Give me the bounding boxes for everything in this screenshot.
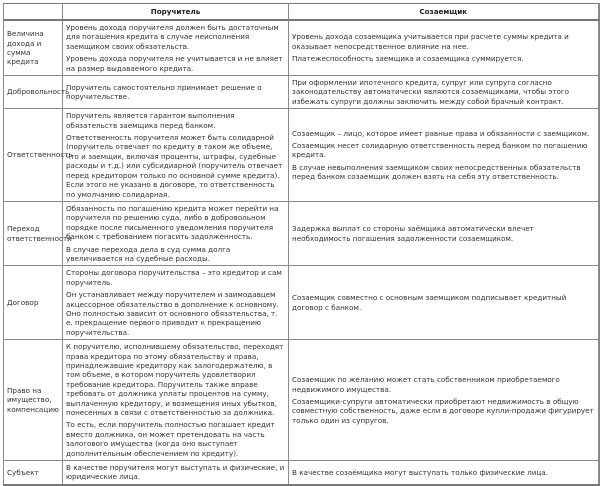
cell-paragraph: Уровень дохода поручителя должен быть достаточным для погашения кредита в случае неисполнения заемщиком своих обязательств. bbox=[66, 23, 279, 51]
cell-paragraph: Ответственность поручителя может быть солидарной (поручитель отвечает по кредиту в таком же объеме, что и заемщик, включая проценты, штрафы, судебные расходы и т.д.) или субсидиарной (поручитель отвечает перед кредитором только по основной сумме кредита). Если этого не указано в договоре, то ответственность по умолчанию солидарная. bbox=[66, 133, 283, 199]
cell-paragraph: В случае невыполнения заемщиком своих непосредственных обязательств перед банком созаемщик должен взять на себя эту ответственность. bbox=[292, 162, 581, 182]
coborrower-cell bbox=[289, 76, 599, 109]
cell-paragraph: В случае перехода дела в суд сумма долга увеличивается на судебные расходы. bbox=[66, 244, 231, 263]
cell-paragraph: Созаемщик совместно с основным заемщиком подписывает кредитный договор с банком. bbox=[292, 293, 567, 312]
table-row bbox=[4, 461, 599, 485]
coborrower-cell bbox=[289, 109, 599, 202]
coborrower-cell bbox=[289, 266, 599, 340]
row-label: Право на имущество, компенсацию bbox=[4, 340, 63, 461]
cell-paragraph: В качестве созаёмщика могут выступать только физические лица. bbox=[292, 467, 548, 477]
cell-paragraph: Платежеспособность заемщика и созаемщика суммируется. bbox=[292, 54, 524, 64]
cell-paragraph: Созаемщик – лицо, которое имеет равные права и обязанности с заемщиком. bbox=[292, 128, 590, 138]
cell-paragraph: Созаемщики-супруги автоматически приобретают недвижимость в общую совместную собственность, даже если в договоре купли-продажи фигурирует только один из супругов. bbox=[292, 396, 594, 425]
guarantor-cell bbox=[63, 201, 289, 265]
guarantor-cell bbox=[63, 266, 289, 340]
guarantor-cell bbox=[63, 461, 289, 485]
table-row bbox=[4, 340, 599, 461]
row-label: Добровольность bbox=[4, 76, 63, 109]
cell-paragraph: Поручитель является гарантом выполнения обязательств заемщика перед банком. bbox=[66, 111, 235, 130]
cell-paragraph: К поручителю, исполнившему обязательство, переходят права кредитора по этому обязательству и права, принадлежавшие кредитору как залогодержателю, в том объеме, в котором поручитель удовлетворил требование кредитора. Поручитель также вправе требовать от должника уплаты процентов на сумму, выплаченную кредитору, и возмещения иных убытков, понесенных в связи с ответственностью за должника. bbox=[66, 342, 284, 418]
cell-paragraph: Стороны договора поручительства – это кредитор и сам поручитель. bbox=[66, 268, 282, 287]
comparison-table bbox=[3, 3, 600, 486]
row-label: Величина дохода и сумма кредита bbox=[4, 20, 63, 76]
table-row bbox=[4, 201, 599, 265]
table-row bbox=[4, 20, 599, 76]
guarantor-cell bbox=[63, 76, 289, 109]
header-row bbox=[4, 4, 599, 21]
guarantor-cell bbox=[63, 340, 289, 461]
coborrower-cell bbox=[289, 461, 599, 485]
table-row bbox=[4, 109, 599, 202]
cell-paragraph: Уровень дохода поручителя не учитывается и не влияет на размер выдаваемого кредита. bbox=[66, 54, 283, 73]
header-guarantor: Поручитель bbox=[63, 4, 289, 21]
cell-paragraph: Созаемщик по желанию может стать собственником приобретаемого недвижимого имущества. bbox=[292, 375, 560, 394]
row-label: Ответственность bbox=[4, 109, 63, 202]
cell-paragraph: То есть, если поручитель полностью погашает кредит вместо должника, он может претендовать на часть залогового имущества (когда оно выступает дополнительным обеспечением по кредиту). bbox=[66, 420, 275, 458]
row-label: Договор bbox=[4, 266, 63, 340]
cell-paragraph: Он устанавливает между поручителем и заимодавцем акцессорное обязательство в дополнение к основному. Оно полностью зависит от основного обязательства, т. е. прекращение первого приводит к прекращению поручительства. bbox=[66, 290, 279, 337]
cell-paragraph: При оформлении ипотечного кредита, супруг или супруга согласно законодательству автоматически являются созаемщиками, чтобы этого избежать супруги должны заключить между собой брачный контракт. bbox=[292, 78, 570, 106]
cell-paragraph: Задержка выплат со стороны заёмщика автоматически влечет необходимость погашения задолженности созаемщиком. bbox=[292, 224, 534, 243]
coborrower-cell bbox=[289, 20, 599, 76]
cell-paragraph: Обязанность по погашению кредита может перейти на поручителя по решению суда, либо в добровольном порядке после письменного уведомления поручителя банком с требованием погасить задолженность. bbox=[66, 203, 279, 242]
header-coborrower: Созаемщик bbox=[289, 4, 599, 21]
guarantor-cell bbox=[63, 20, 289, 76]
coborrower-cell bbox=[289, 201, 599, 265]
header-criterion bbox=[4, 4, 63, 21]
cell-paragraph: Уровень дохода созаемщика учитывается при расчете суммы кредита и оказывает непосредственное влияние на нее. bbox=[292, 32, 569, 51]
guarantor-cell bbox=[63, 109, 289, 202]
cell-paragraph: В качестве поручителя могут выступать и физические, и юридические лица. bbox=[66, 463, 285, 482]
table-row bbox=[4, 76, 599, 109]
row-label: Субъект bbox=[4, 461, 63, 485]
table-row bbox=[4, 266, 599, 340]
cell-paragraph: Поручитель самостоятельно принимает решение о поручительстве. bbox=[66, 82, 262, 102]
coborrower-cell bbox=[289, 340, 599, 461]
row-label: Переход ответственности bbox=[4, 201, 63, 265]
cell-paragraph: Созаемщик несет солидарную ответственность перед банком по погашению кредита. bbox=[292, 140, 588, 160]
